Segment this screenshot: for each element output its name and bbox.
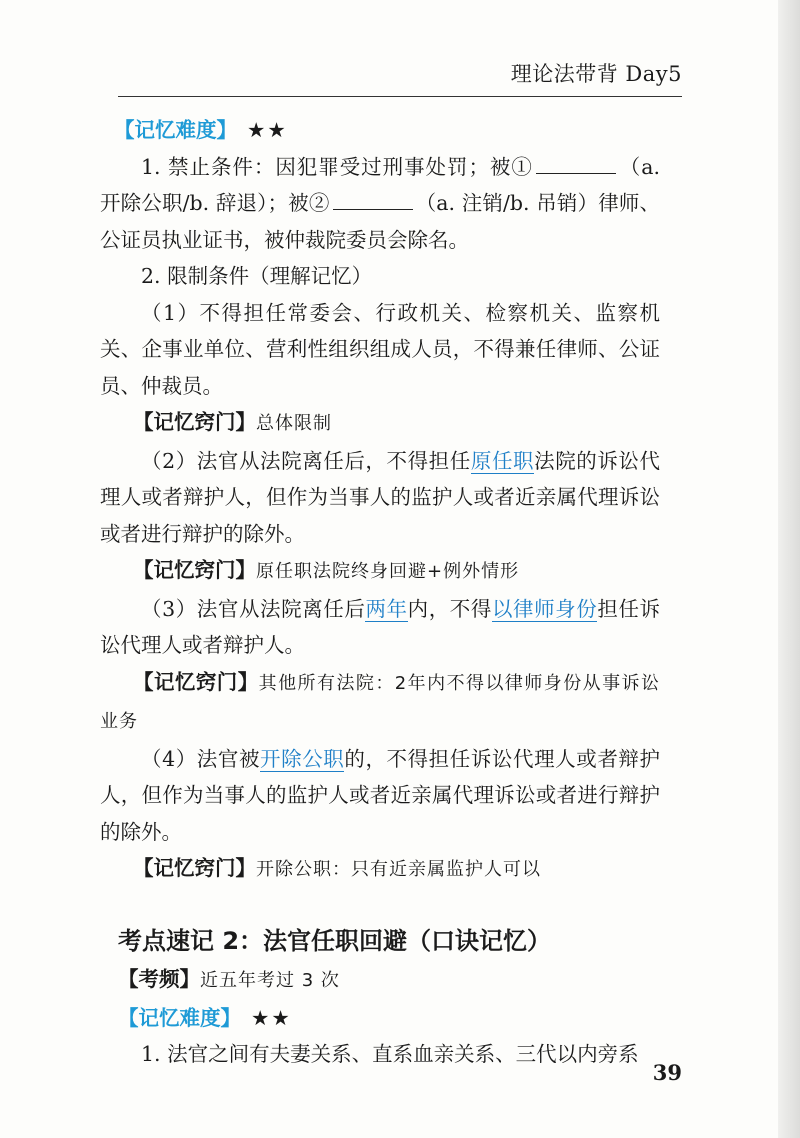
highlight-text: 以律师身份	[491, 596, 598, 621]
text-span: （3）法官从法院离任后	[141, 596, 366, 621]
tip-label: 【记忆窍门】	[133, 856, 256, 880]
tip-text: 原任职法院终身回避+例外情形	[256, 561, 520, 582]
frequency-label: 【考频】	[118, 967, 200, 991]
paragraph-item-3	[100, 591, 660, 664]
difficulty-stars: ★★	[247, 118, 288, 142]
tip-text: 开除公职：只有近亲属监护人可以	[256, 859, 541, 880]
highlight-text: 原任职	[470, 448, 535, 473]
tip-line-3	[100, 664, 660, 741]
text-span: 内，不得	[407, 596, 492, 621]
header-rule	[118, 96, 682, 97]
tip-text: 总体限制	[256, 413, 332, 434]
running-header: 理论法带背 Day5	[510, 62, 682, 86]
section-title: 考点速记 2：法官任职回避（口诀记忆）	[118, 926, 552, 955]
difficulty-label: 【记忆难度】	[114, 118, 237, 142]
page-content	[100, 112, 660, 1073]
tip-label: 【记忆窍门】	[133, 669, 259, 694]
fill-blank-1	[536, 155, 616, 174]
fill-blank-2	[333, 191, 413, 210]
text-span: 1. 禁止条件：因犯罪受过刑事处罚；被①	[141, 154, 533, 179]
tip-label: 【记忆窍门】	[133, 410, 256, 434]
text-span: 法院的诉讼代理人或者辩护人，但作为当事人的监护人或者近亲属代理诉讼或者进行辩护的除外。	[100, 448, 661, 546]
highlight-text: 开除公职	[260, 746, 345, 771]
paragraph-section2-1: 1. 法官之间有夫妻关系、直系血亲关系、三代以内旁系	[141, 1042, 639, 1066]
frequency-line	[118, 961, 660, 1000]
difficulty-line	[114, 112, 660, 149]
paragraph-prohibition	[100, 149, 660, 259]
tip-line-4	[100, 850, 660, 889]
text-span: （2）法官从法院离任后，不得担任	[141, 448, 471, 473]
paragraph-restriction-heading: 2. 限制条件（理解记忆）	[141, 264, 373, 288]
difficulty-line-2	[118, 1000, 660, 1037]
frequency-text: 近五年考过 3 次	[200, 970, 340, 991]
page-edge	[778, 0, 800, 1138]
tip-label: 【记忆窍门】	[133, 558, 256, 582]
text-span: 的，不得担任诉讼代理人或者辩护人，但作为当事人的监护人或者近亲属代理诉讼或者进行辩护的除外。	[100, 746, 660, 844]
paragraph-item-1: （1）不得担任常委会、行政机关、检察机关、监察机关、企事业单位、营利性组织组成人员，不得兼任律师、公证员、仲裁员。	[100, 300, 660, 398]
text-span: （a. 注销/b. 吊销）律师、公证员执业证书，被仲裁院委员会除名。	[100, 191, 660, 252]
page-number: 39	[652, 1060, 682, 1085]
text-span: 担任诉讼代理人或者辩护人。	[100, 596, 661, 657]
text-span: （4）法官被	[141, 746, 261, 771]
tip-line-2	[100, 552, 660, 591]
paragraph-item-4	[100, 741, 660, 851]
paragraph-item-2	[100, 443, 660, 553]
tip-line-1	[100, 404, 660, 443]
highlight-text: 两年	[365, 596, 408, 621]
text-span: （a. 开除公职/b. 辞退）；被②	[100, 154, 660, 215]
difficulty-stars: ★★	[251, 1005, 292, 1030]
tip-text: 其他所有法院：2年内不得以律师身份从事诉讼业务	[100, 672, 661, 732]
difficulty-label: 【记忆难度】	[118, 1005, 241, 1030]
